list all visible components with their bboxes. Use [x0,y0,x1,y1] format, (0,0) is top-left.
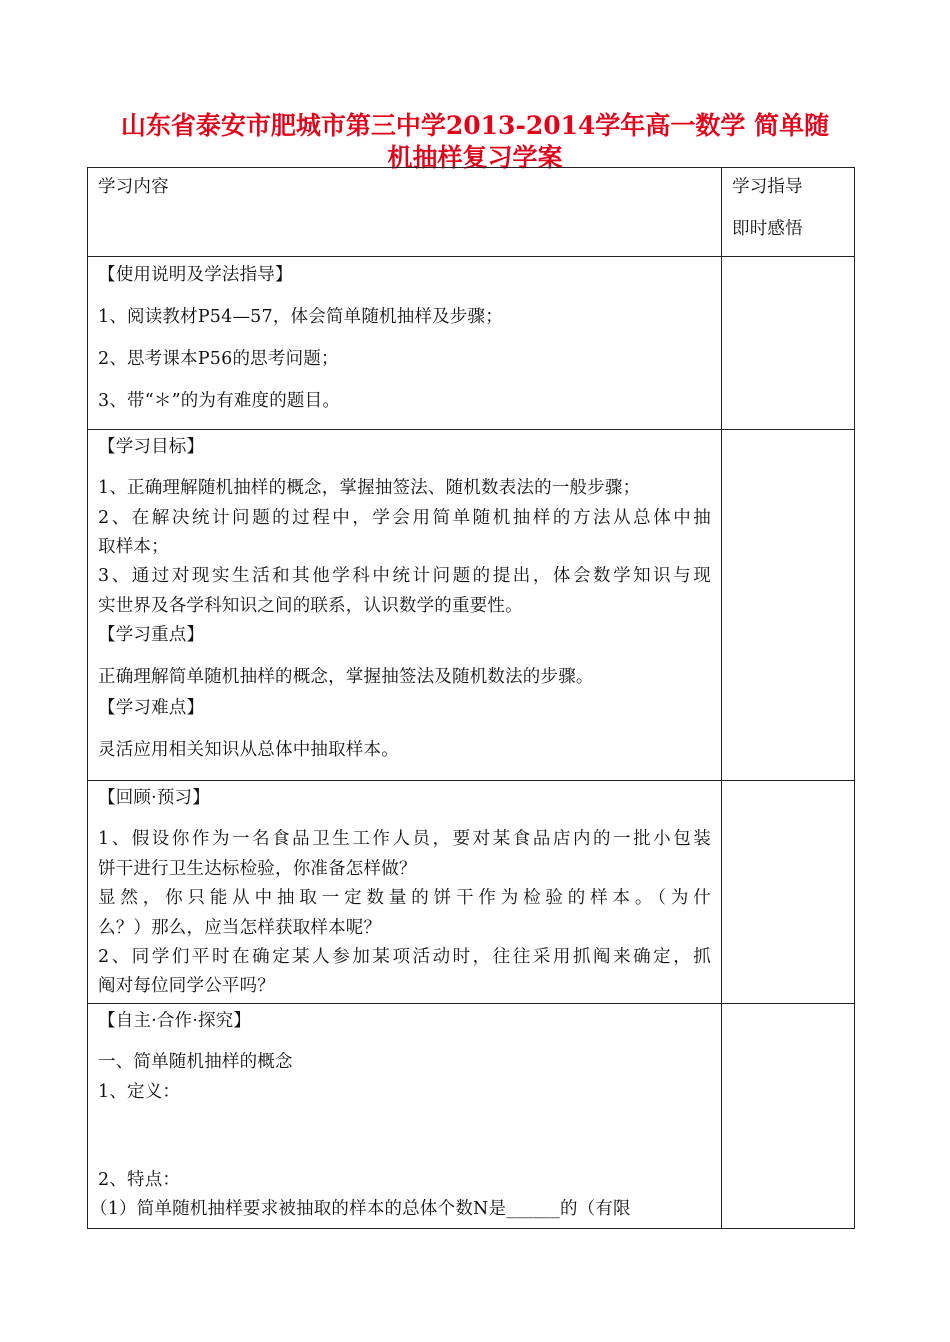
objective-line: 实世界及各学科知识之间的联系，认识数学的重要性。 [98,596,523,616]
objectives-row [88,430,855,781]
content-label: 学习内容 [98,177,169,197]
instruction-item: 1、阅读教材P54—57，体会简单随机抽样及步骤； [98,307,503,327]
key-points-heading: 【学习重点】 [98,625,205,645]
guide-label: 学习指导 [732,177,803,197]
objective-line: 1、正确理解随机抽样的概念，掌握抽签法、随机数表法的一般步骤； [98,478,641,498]
title-line-1: 山东省泰安市肥城市第三中学2013-2014学年高一数学 简单随 [120,111,830,140]
difficulty-heading: 【学习难点】 [98,698,205,718]
instruction-item: 2、思考课本P56的思考问题； [98,349,339,369]
insight-label: 即时感悟 [732,219,803,239]
title-line-2: 机抽样复习学案 [387,143,563,172]
guide-header-cell [722,168,855,257]
difficulty-text: 灵活应用相关知识从总体中抽取样本。 [98,740,399,760]
explore-cell [88,1004,722,1229]
review-heading: 【回顾·预习】 [98,788,210,808]
header-row [88,168,855,257]
review-line: 2、同学们平时在确定某人参加某项活动时，往往采用抓阄来确定，抓 [98,947,711,967]
features-label: 2、特点： [98,1170,181,1190]
objectives-heading: 【学习目标】 [98,437,205,457]
objective-line: 2、在解决统计问题的过程中，学会用简单随机抽样的方法从总体中抽 [98,508,711,528]
instruction-item: 3、带“＊”的为有难度的题目。 [98,391,341,411]
review-side-cell [722,781,855,1004]
review-line: 么？）那么，应当怎样获取样本呢？ [98,918,382,938]
study-plan-table [87,167,855,1229]
key-points-text: 正确理解简单随机抽样的概念，掌握抽签法及随机数法的步骤。 [98,667,594,687]
objectives-side-cell [722,430,855,781]
review-line: 1、假设你作为一名食品卫生工作人员，要对某食品店内的一批小包装 [98,829,711,849]
instructions-row [88,257,855,430]
review-line: 阄对每位同学公平吗？ [98,976,275,996]
definition-label: 1、定义： [98,1082,181,1102]
instructions-cell [88,257,722,430]
explore-row [88,1004,855,1229]
feature-item: （1）简单随机抽样要求被抽取的样本的总体个数N是______的（有限 [90,1199,631,1219]
review-line: 饼干进行卫生达标检验，你准备怎样做？ [98,859,417,879]
review-cell [88,781,722,1004]
content-header-cell [88,168,722,257]
objective-line: 3、通过对现实生活和其他学科中统计问题的提出，体会数学知识与现 [98,566,711,586]
review-row [88,781,855,1004]
section-title: 一、简单随机抽样的概念 [98,1052,293,1072]
document-title [86,110,864,174]
explore-side-cell [722,1004,855,1229]
objective-line: 取样本； [98,537,169,557]
explore-heading: 【自主·合作·探究】 [98,1011,252,1031]
instructions-side-cell [722,257,855,430]
objectives-cell [88,430,722,781]
review-line: 显然，你只能从中抽取一定数量的饼干作为检验的样本。（为什 [98,888,711,908]
instructions-heading: 【使用说明及学法指导】 [98,265,293,285]
